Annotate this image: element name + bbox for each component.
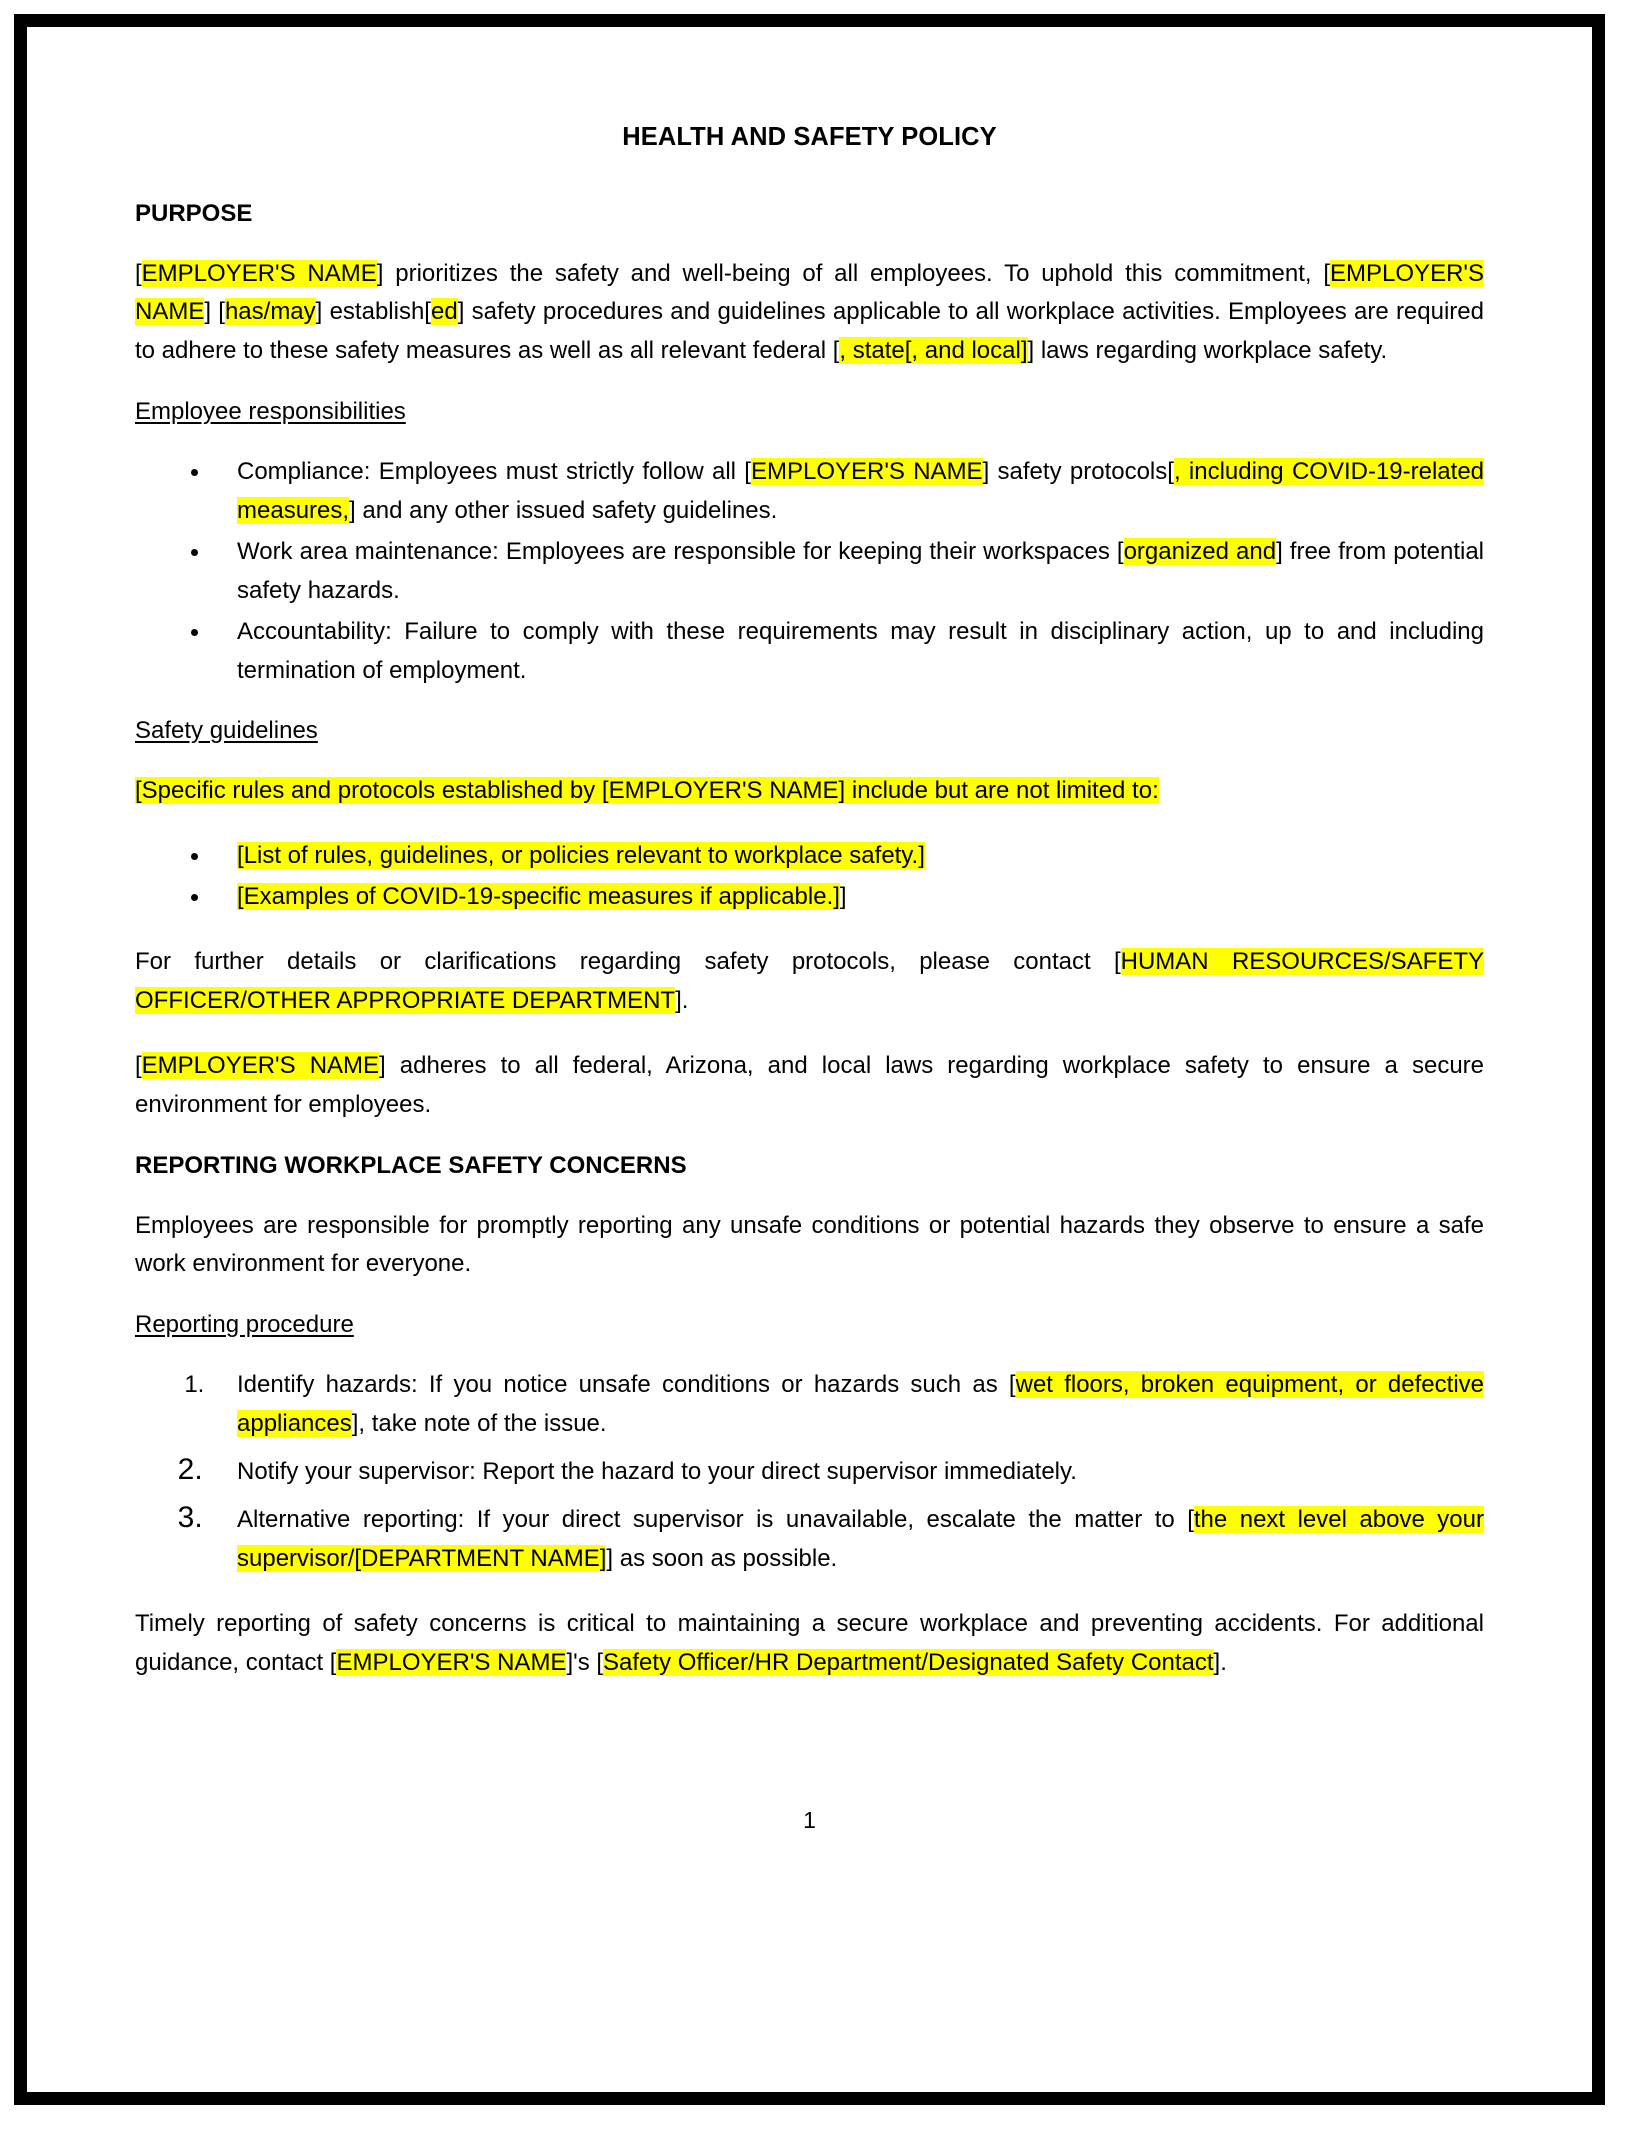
placeholder-hazard-examples: wet floors, broken equipment, or defective appliances [237, 1371, 1484, 1438]
responsibility-text-2a: Work area maintenance: Employees are responsible for keeping their workspaces [ [237, 537, 1124, 565]
list-item [211, 837, 1484, 876]
reporting-closing-paragraph [135, 1605, 1484, 1683]
step-text-1b: ], take note of the issue. [351, 1410, 607, 1438]
purpose-text-3: ] establish[ [315, 298, 431, 326]
placeholder-specific-rules: [Specific rules and protocols established by [EMPLOYER'S NAME] include but are not limited to: [135, 777, 1159, 805]
reporting-procedure-list [135, 1366, 1484, 1578]
list-item [211, 1366, 1484, 1444]
document-body [27, 27, 1592, 2092]
purpose-text-4: ] safety procedures and guidelines applicable to all workplace activities. Employees are required to adhere to these safety measures as well as all relevant federal [ [135, 298, 1484, 365]
placeholder-employer-name-2: EMPLOYER'S NAME [135, 259, 1484, 326]
closing-text-1: Timely reporting of safety concerns is critical to maintaining a secure workplace and preventing accidents. For additional guidance, contact [ [135, 1609, 1484, 1676]
section-heading-purpose: PURPOSE [135, 199, 253, 227]
reporting-intro-paragraph: Employees are responsible for promptly reporting any unsafe conditions or potential hazards they observe to ensure a safe work environment for everyone. [135, 1211, 1484, 1278]
placeholder-organized-and: organized and [1123, 537, 1277, 565]
placeholder-safety-contact: Safety Officer/HR Department/Designated Safety Contact [603, 1648, 1214, 1676]
placeholder-state-local: , state[, and local] [839, 337, 1028, 365]
bracket-open: [ [135, 259, 142, 287]
subheading-reporting-procedure: Reporting procedure [135, 1311, 354, 1339]
responsibility-text-1a: Compliance: Employees must strictly follow all [ [237, 458, 751, 486]
list-item [211, 453, 1484, 531]
placeholder-hr-department: HUMAN RESOURCES/SAFETY OFFICER/OTHER APPROPRIATE DEPARTMENT [135, 948, 1484, 1014]
placeholder-has-may: has/may [224, 298, 316, 326]
safety-item-tail-2: ] [839, 883, 847, 911]
subheading-employee-responsibilities: Employee responsibilities [135, 398, 406, 426]
placeholder-employer-name: EMPLOYER'S NAME [750, 458, 983, 486]
step-text-1a: Identify hazards: If you notice unsafe conditions or hazards such as [ [237, 1371, 1016, 1399]
purpose-paragraph [135, 255, 1484, 372]
responsibility-text-3: Accountability: Failure to comply with these requirements may result in disciplinary action, up to and including termination of employment. [237, 617, 1484, 684]
placeholder-employer-name: EMPLOYER'S NAME [141, 259, 377, 287]
closing-text-2: ]'s [ [566, 1648, 604, 1676]
compliance-paragraph [135, 1047, 1484, 1125]
purpose-text-2: ] [ [204, 298, 225, 326]
list-item [211, 878, 1484, 917]
list-item [211, 613, 1484, 691]
safety-guidelines-intro [135, 772, 1484, 811]
placeholder-covid-measures: , including COVID-19-related measures, [237, 458, 1485, 525]
page-title: HEALTH AND SAFETY POLICY [622, 123, 997, 151]
contact-text-1: For further details or clarifications regarding safety protocols, please contact [ [135, 948, 1121, 976]
step-text-3b: ] as soon as possible. [606, 1544, 838, 1572]
section-heading-reporting: REPORTING WORKPLACE SAFETY CONCERNS [135, 1151, 687, 1179]
step-text-3a: Alternative reporting: If your direct supervisor is unavailable, escalate the matter to [ [237, 1505, 1194, 1533]
contact-text-2: ]. [675, 986, 689, 1014]
compliance-text-1: ] adheres to all federal, Arizona, and local laws regarding workplace safety to ensure a secure environment for employees. [135, 1051, 1485, 1118]
bracket-open: [ [135, 1051, 142, 1079]
closing-text-3: ]. [1213, 1648, 1227, 1676]
list-item [211, 1446, 1484, 1492]
subheading-safety-guidelines: Safety guidelines [135, 717, 318, 745]
placeholder-employer-name: EMPLOYER'S NAME [336, 1648, 567, 1676]
placeholder-list-of-rules: [List of rules, guidelines, or policies relevant to workplace safety.] [237, 842, 925, 870]
purpose-text-1: ] prioritizes the safety and well-being of all employees. To uphold this commitment, [ [376, 259, 1331, 287]
purpose-text-5: ] laws regarding workplace safety. [1027, 337, 1388, 365]
page-number: 1 [803, 1807, 816, 1833]
responsibility-text-1c: ] and any other issued safety guidelines. [349, 497, 778, 525]
placeholder-covid-examples: [Examples of COVID-19-specific measures if applicable.] [237, 883, 840, 911]
placeholder-escalation-target: the next level above your supervisor/[DEPARTMENT NAME] [237, 1505, 1484, 1572]
list-item [211, 1494, 1484, 1579]
responsibility-text-2b: ] free from potential safety hazards. [237, 537, 1485, 604]
document-page-frame [14, 14, 1605, 2105]
safety-guidelines-list [135, 837, 1484, 917]
placeholder-employer-name: EMPLOYER'S NAME [141, 1051, 380, 1079]
responsibility-text-1b: ] safety protocols[ [982, 458, 1174, 486]
list-item [211, 533, 1484, 611]
contact-paragraph [135, 943, 1484, 1021]
employee-responsibilities-list [135, 453, 1484, 690]
placeholder-ed: ed [430, 298, 458, 326]
step-text-2: Notify your supervisor: Report the hazard to your direct supervisor immediately. [237, 1458, 1077, 1486]
